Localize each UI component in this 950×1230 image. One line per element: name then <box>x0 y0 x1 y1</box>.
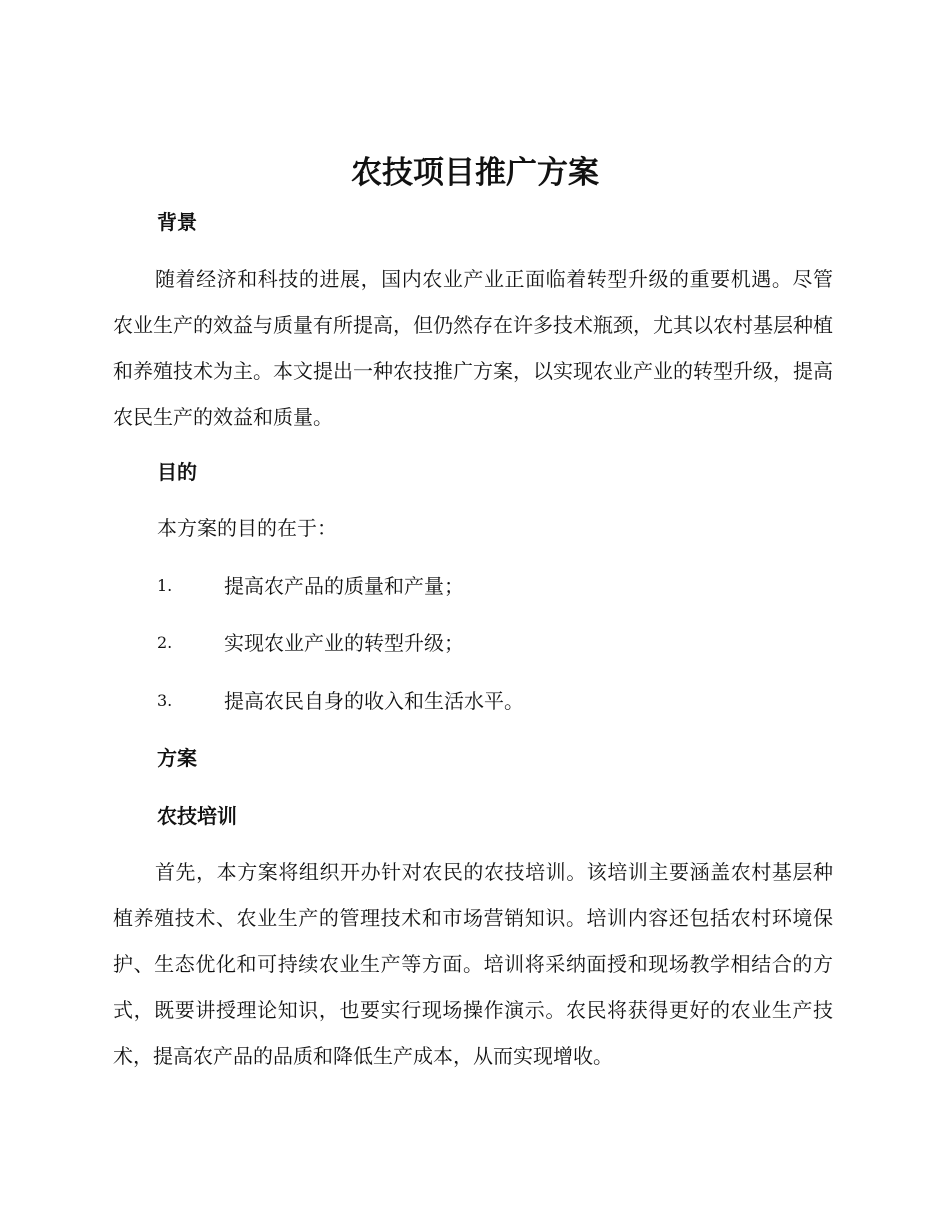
subsection-heading-training: 农技培训 <box>157 804 237 828</box>
list-item-text: 提高农产品的质量和产量； <box>224 574 464 598</box>
background-paragraph: 随着经济和科技的进展，国内农业产业正面临着转型升级的重要机遇。尽管农业生产的效益与质量有所提高，但仍然存在许多技术瓶颈，尤其以农村基层种植和养殖技术为主。本文提出一种农技推广方案，以实现农业产业的转型升级，提高农民生产的效益和质量。 <box>113 267 833 429</box>
training-paragraph: 首先，本方案将组织开办针对农民的农技培训。该培训主要涵盖农村基层种植养殖技术、农业生产的管理技术和市场营销知识。培训内容还包括农村环境保护、生态优化和可持续农业生产等方面。培训将采纳面授和现场教学相结合的方式，既要讲授理论知识，也要实行现场操作演示。农民将获得更好的农业生产技术，提高农产品的品质和降低生产成本，从而实现增收。 <box>113 860 833 1068</box>
section-heading-background: 背景 <box>157 210 197 234</box>
list-item-number: 2. <box>157 633 173 652</box>
section-heading-purpose: 目的 <box>157 460 197 484</box>
list-item-text: 提高农民自身的收入和生活水平。 <box>224 689 524 713</box>
document-title: 农技项目推广方案 <box>351 155 599 191</box>
list-item-number: 3. <box>157 691 173 710</box>
list-item-number: 1. <box>157 576 173 595</box>
list-item-text: 实现农业产业的转型升级； <box>224 631 464 655</box>
purpose-intro: 本方案的目的在于： <box>157 516 337 540</box>
section-heading-plan: 方案 <box>157 746 197 770</box>
